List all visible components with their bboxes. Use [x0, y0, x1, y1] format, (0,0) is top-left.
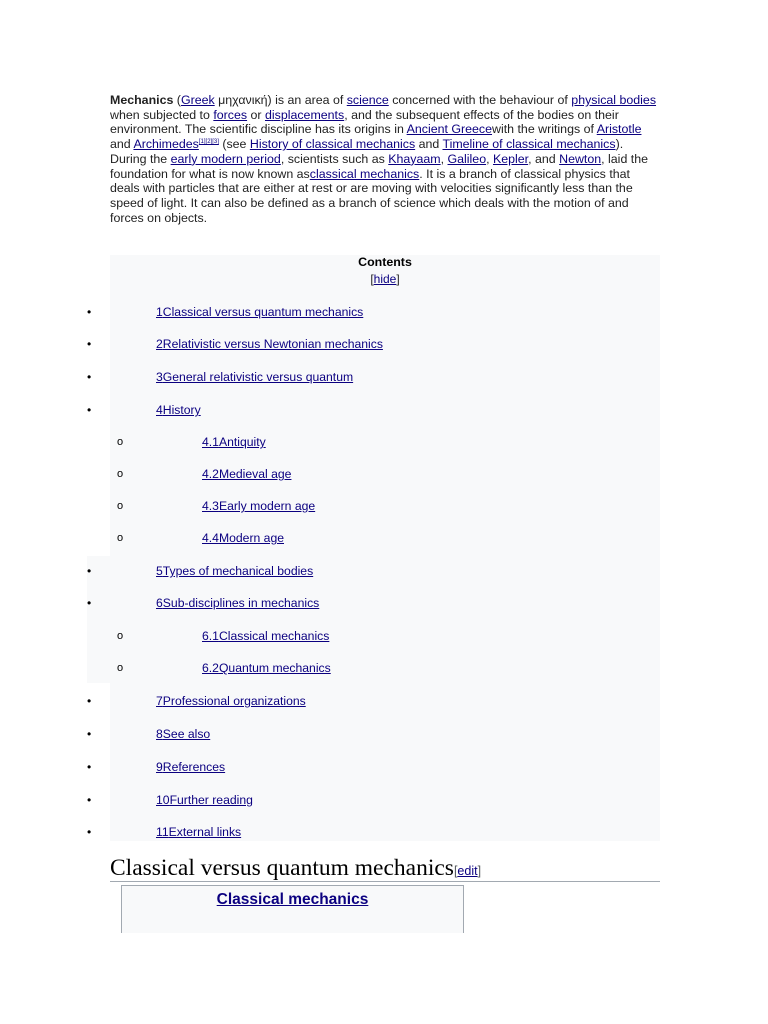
- toc-number: 3: [156, 370, 163, 384]
- toc-link[interactable]: [156, 564, 313, 578]
- edit-section-link[interactable]: edit: [457, 864, 478, 878]
- circle-bullet-icon: o: [117, 662, 124, 674]
- circle-bullet-icon: o: [117, 500, 124, 512]
- article-term: Mechanics: [110, 93, 174, 107]
- intro-paragraph: Mechanics (Greek μηχανική) is an area of science concerned with the behaviour of physical bodies when subjected to forces or displacements, and the subsequent effects of the bodies on their environment. The scientific discipline has its origins in Ancient Greecewith the writings of Aristotle and Archimedes[1][2][3] (see History of classical mechanics and Timeline of classical mechanics). During the early modern period, scientists such as Khayaam, Galileo, Kepler, and Newton, laid the foundation for what is now known asclassical mechanics. It is a branch of classical physics that deals with particles that are either at rest or are moving with velocities significantly less than the speed of light. It can also be defined as a branch of science which deals with the motion of and forces on objects.: [110, 93, 657, 225]
- bullet-icon: •: [87, 825, 92, 839]
- toc-link[interactable]: [202, 531, 284, 545]
- bullet-icon: •: [87, 596, 92, 610]
- greek-link[interactable]: Greek: [180, 93, 215, 107]
- toc-label: Professional organizations: [162, 694, 306, 708]
- forces-link[interactable]: forces: [213, 107, 248, 122]
- toc-label: Antiquity: [218, 435, 266, 449]
- ancient-greece-link[interactable]: Ancient Greece: [406, 122, 493, 137]
- aristotle-link[interactable]: Aristotle: [596, 122, 642, 137]
- toc-label: Medieval age: [218, 467, 292, 481]
- newton-link[interactable]: Newton: [559, 151, 602, 166]
- toc-label: See also: [162, 727, 211, 741]
- section-heading: Classical versus quantum mechanics[edit]: [110, 855, 660, 882]
- khayaam-link[interactable]: Khayaam: [388, 151, 441, 166]
- circle-bullet-icon: o: [117, 532, 124, 544]
- page-bottom-margin: [0, 933, 768, 1024]
- bullet-icon: •: [87, 305, 92, 319]
- toc-label: Types of mechanical bodies: [162, 564, 314, 578]
- toc-link[interactable]: [156, 596, 319, 610]
- classical-mechanics-link[interactable]: classical mechanics: [309, 166, 420, 181]
- toc-number: 8: [156, 727, 163, 741]
- toc-number: 4.3: [202, 499, 219, 513]
- toc-link[interactable]: [156, 694, 306, 708]
- toc-title: Contents: [358, 255, 412, 269]
- toc-number: 4.1: [202, 435, 219, 449]
- bullet-icon: •: [87, 793, 92, 807]
- toc-link[interactable]: [156, 727, 210, 741]
- toc-link[interactable]: [156, 370, 353, 384]
- toc-link[interactable]: [156, 793, 253, 807]
- toc-number: 6.2: [202, 661, 219, 675]
- bullet-icon: •: [87, 403, 92, 417]
- kepler-link[interactable]: Kepler: [492, 151, 529, 166]
- early-modern-period-link[interactable]: early modern period: [170, 151, 281, 166]
- history-of-classical-mechanics-link[interactable]: History of classical mechanics: [249, 137, 416, 152]
- toc-toggle: [hide]: [370, 272, 400, 286]
- toc-hide-link[interactable]: hide: [373, 272, 397, 286]
- toc-label: Early modern age: [218, 499, 316, 513]
- toc-link[interactable]: [202, 435, 266, 449]
- bullet-icon: •: [87, 727, 92, 741]
- toc-link[interactable]: [156, 760, 225, 774]
- toc-label: Classical mechanics: [218, 629, 330, 643]
- toc-link[interactable]: [202, 467, 291, 481]
- toc-number: 2: [156, 337, 163, 351]
- toc-label: Further reading: [169, 793, 253, 807]
- toc-number: 1: [156, 305, 163, 319]
- toc-number: 5: [156, 564, 163, 578]
- toc-link[interactable]: [156, 403, 201, 417]
- toc-link[interactable]: [202, 499, 315, 513]
- toc-number: 9: [156, 760, 163, 774]
- toc-label: References: [162, 760, 226, 774]
- toc-link[interactable]: [202, 661, 331, 675]
- timeline-link[interactable]: Timeline of classical mechanics: [442, 137, 616, 152]
- science-link[interactable]: science: [346, 93, 389, 107]
- toc-label: Quantum mechanics: [218, 661, 331, 675]
- reference-links[interactable]: [1][2][3]: [198, 139, 219, 146]
- toc-label: Sub-disciplines in mechanics: [162, 596, 320, 610]
- toc-link[interactable]: [156, 337, 383, 351]
- toc-label: Relativistic versus Newtonian mechanics: [162, 337, 383, 351]
- toc-number: 11: [156, 825, 169, 839]
- circle-bullet-icon: o: [117, 468, 124, 480]
- bullet-icon: •: [87, 564, 92, 578]
- bullet-icon: •: [87, 337, 92, 351]
- table-of-contents: [87, 255, 660, 841]
- toc-number: 7: [156, 694, 163, 708]
- toc-label: External links: [168, 825, 242, 839]
- toc-number: 4.4: [202, 531, 219, 545]
- toc-link[interactable]: [156, 825, 241, 839]
- toc-link[interactable]: [202, 629, 329, 643]
- circle-bullet-icon: o: [117, 436, 124, 448]
- physical-bodies-link[interactable]: physical bodies: [571, 93, 657, 107]
- section-title: Classical versus quantum mechanics: [110, 855, 454, 881]
- toc-label: Modern age: [218, 531, 284, 545]
- toc-number: 4: [156, 403, 163, 417]
- toc-side-shade: [87, 619, 110, 683]
- toc-number: 6.1: [202, 629, 219, 643]
- toc-label: General relativistic versus quantum: [162, 370, 354, 384]
- toc-label: History: [162, 403, 201, 417]
- bullet-icon: •: [87, 694, 92, 708]
- toc-number: 4.2: [202, 467, 219, 481]
- bullet-icon: •: [87, 760, 92, 774]
- galileo-link[interactable]: Galileo: [447, 151, 487, 166]
- toc-link[interactable]: [156, 305, 363, 319]
- infobox-title-link[interactable]: Classical mechanics: [216, 891, 369, 908]
- toc-number: 10: [156, 793, 170, 807]
- bullet-icon: •: [87, 370, 92, 384]
- archimedes-link[interactable]: Archimedes: [133, 137, 199, 152]
- circle-bullet-icon: o: [117, 630, 124, 642]
- toc-number: 6: [156, 596, 163, 610]
- displacements-link[interactable]: displacements: [264, 107, 345, 122]
- toc-label: Classical versus quantum mechanics: [162, 305, 364, 319]
